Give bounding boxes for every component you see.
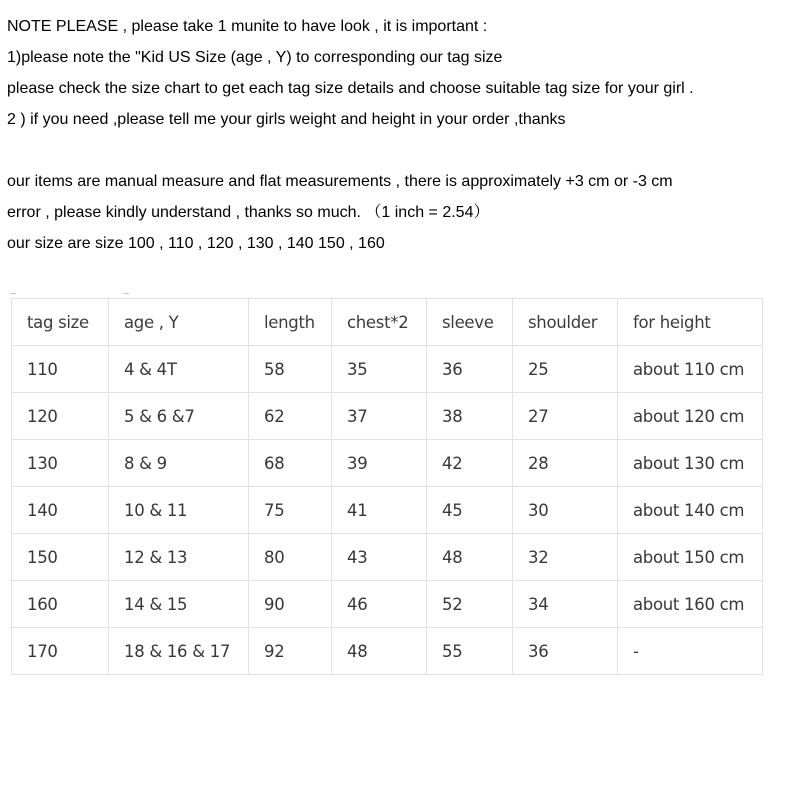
cell-age: 10 & 11 <box>109 487 249 534</box>
cell-shoulder: 28 <box>513 440 618 487</box>
table-row <box>12 346 763 393</box>
cell-tag-size: 160 <box>12 581 109 628</box>
cell-length: 75 <box>249 487 332 534</box>
cell-chest: 37 <box>332 393 427 440</box>
cell-age: 14 & 15 <box>109 581 249 628</box>
table-row <box>12 440 763 487</box>
cell-for-height: about 130 cm <box>618 440 763 487</box>
note-check-size-chart: please check the size chart to get each tag size details and choose suitable tag size for your girl . <box>7 80 694 97</box>
cell-chest: 48 <box>332 628 427 675</box>
cell-tag-size: 130 <box>12 440 109 487</box>
table-row <box>12 581 763 628</box>
header-length: length <box>249 299 332 346</box>
note-heading: NOTE PLEASE , please take 1 munite to have look , it is important : <box>7 18 488 35</box>
table-header-row <box>12 299 763 346</box>
cell-length: 80 <box>249 534 332 581</box>
divider-mark <box>10 293 16 294</box>
table-row <box>12 393 763 440</box>
cell-sleeve: 42 <box>427 440 513 487</box>
note-error: error , please kindly understand , thanks so much. （1 inch = 2.54） <box>7 204 490 221</box>
note-spacer <box>7 141 797 172</box>
cell-for-height: about 160 cm <box>618 581 763 628</box>
cell-for-height: about 110 cm <box>618 346 763 393</box>
header-chest: chest*2 <box>332 299 427 346</box>
cell-tag-size: 150 <box>12 534 109 581</box>
cell-sleeve: 38 <box>427 393 513 440</box>
header-tag-size: tag size <box>12 299 109 346</box>
cell-age: 4 & 4T <box>109 346 249 393</box>
cell-length: 92 <box>249 628 332 675</box>
note-kid-us-size: 1)please note the "Kid US Size (age , Y) to corresponding our tag size <box>7 49 503 66</box>
size-notes <box>7 17 797 265</box>
cell-shoulder: 36 <box>513 628 618 675</box>
cell-chest: 41 <box>332 487 427 534</box>
cell-for-height: - <box>618 628 763 675</box>
header-sleeve: sleeve <box>427 299 513 346</box>
cell-length: 90 <box>249 581 332 628</box>
cell-for-height: about 120 cm <box>618 393 763 440</box>
cell-chest: 35 <box>332 346 427 393</box>
cell-tag-size: 170 <box>12 628 109 675</box>
cell-tag-size: 110 <box>12 346 109 393</box>
header-age: age , Y <box>109 299 249 346</box>
cell-chest: 39 <box>332 440 427 487</box>
cell-sleeve: 55 <box>427 628 513 675</box>
header-for-height: for height <box>618 299 763 346</box>
note-weight-height: 2 ) if you need ,please tell me your girls weight and height in your order ,thanks <box>7 111 566 128</box>
cell-sleeve: 36 <box>427 346 513 393</box>
cell-shoulder: 25 <box>513 346 618 393</box>
cell-for-height: about 150 cm <box>618 534 763 581</box>
cell-length: 58 <box>249 346 332 393</box>
cell-length: 68 <box>249 440 332 487</box>
cell-shoulder: 30 <box>513 487 618 534</box>
cell-tag-size: 140 <box>12 487 109 534</box>
cell-length: 62 <box>249 393 332 440</box>
cell-chest: 46 <box>332 581 427 628</box>
cell-for-height: about 140 cm <box>618 487 763 534</box>
note-measurement: our items are manual measure and flat measurements , there is approximately +3 cm or -3 cm <box>7 173 673 190</box>
table-row <box>12 487 763 534</box>
cell-sleeve: 45 <box>427 487 513 534</box>
note-available-sizes: our size are size 100 , 110 , 120 , 130 , 140 150 , 160 <box>7 235 385 252</box>
cell-chest: 43 <box>332 534 427 581</box>
cell-age: 8 & 9 <box>109 440 249 487</box>
size-chart-table <box>11 298 763 675</box>
cell-sleeve: 48 <box>427 534 513 581</box>
cell-age: 5 & 6 &7 <box>109 393 249 440</box>
cell-shoulder: 27 <box>513 393 618 440</box>
divider-mark <box>123 293 129 294</box>
table-row <box>12 534 763 581</box>
cell-age: 18 & 16 & 17 <box>109 628 249 675</box>
cell-tag-size: 120 <box>12 393 109 440</box>
table-row <box>12 628 763 675</box>
header-shoulder: shoulder <box>513 299 618 346</box>
cell-shoulder: 32 <box>513 534 618 581</box>
cell-age: 12 & 13 <box>109 534 249 581</box>
cell-shoulder: 34 <box>513 581 618 628</box>
cell-sleeve: 52 <box>427 581 513 628</box>
